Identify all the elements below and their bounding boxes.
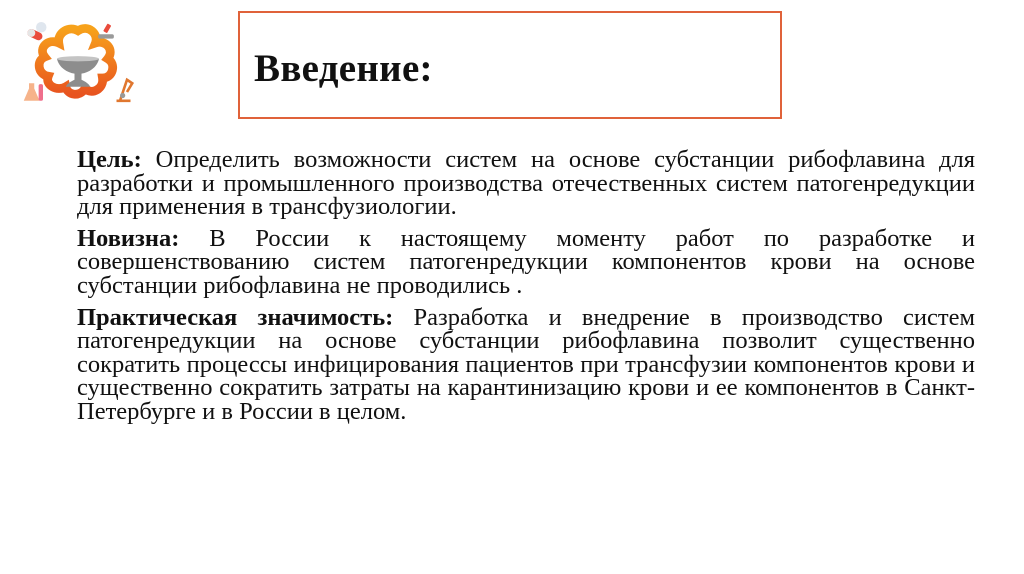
- paragraph-label: Цель:: [77, 146, 142, 173]
- paragraph-practical-significance: [77, 303, 975, 425]
- title-box: [238, 11, 782, 119]
- pharmacy-bowl-logo-icon: [8, 8, 148, 113]
- paragraph-text: Определить возможности систем на основе субстанции рибофлавина для разработки и промышленного производства отечественных систем патогенредукции для применения в трансфузиологии.: [77, 146, 976, 221]
- paragraph-text: В России к настоящему моменту работ по разработке и совершенствованию систем патогенредукции компонентов крови на основе субстанции рибофлавина не проводились .: [77, 224, 976, 299]
- paragraph-novelty: [77, 224, 976, 299]
- slide-title: Введение:: [254, 47, 433, 90]
- logo: [8, 8, 148, 113]
- paragraph-text: Разработка и внедрение в производство систем патогенредукции на основе субстанции рибофлавина позволит существенно сократить процессы инфицирования пациентов при трансфузии компонентов крови и существенно сократить затраты на карантинизацию крови и ее компонентов в Санкт-Петербурге и в России в целом.: [77, 303, 975, 425]
- paragraph-goal: [77, 148, 975, 219]
- slide-body: [77, 148, 975, 432]
- paragraph-label: Новизна:: [77, 224, 180, 252]
- paragraph-label: Практическая значимость:: [77, 303, 394, 331]
